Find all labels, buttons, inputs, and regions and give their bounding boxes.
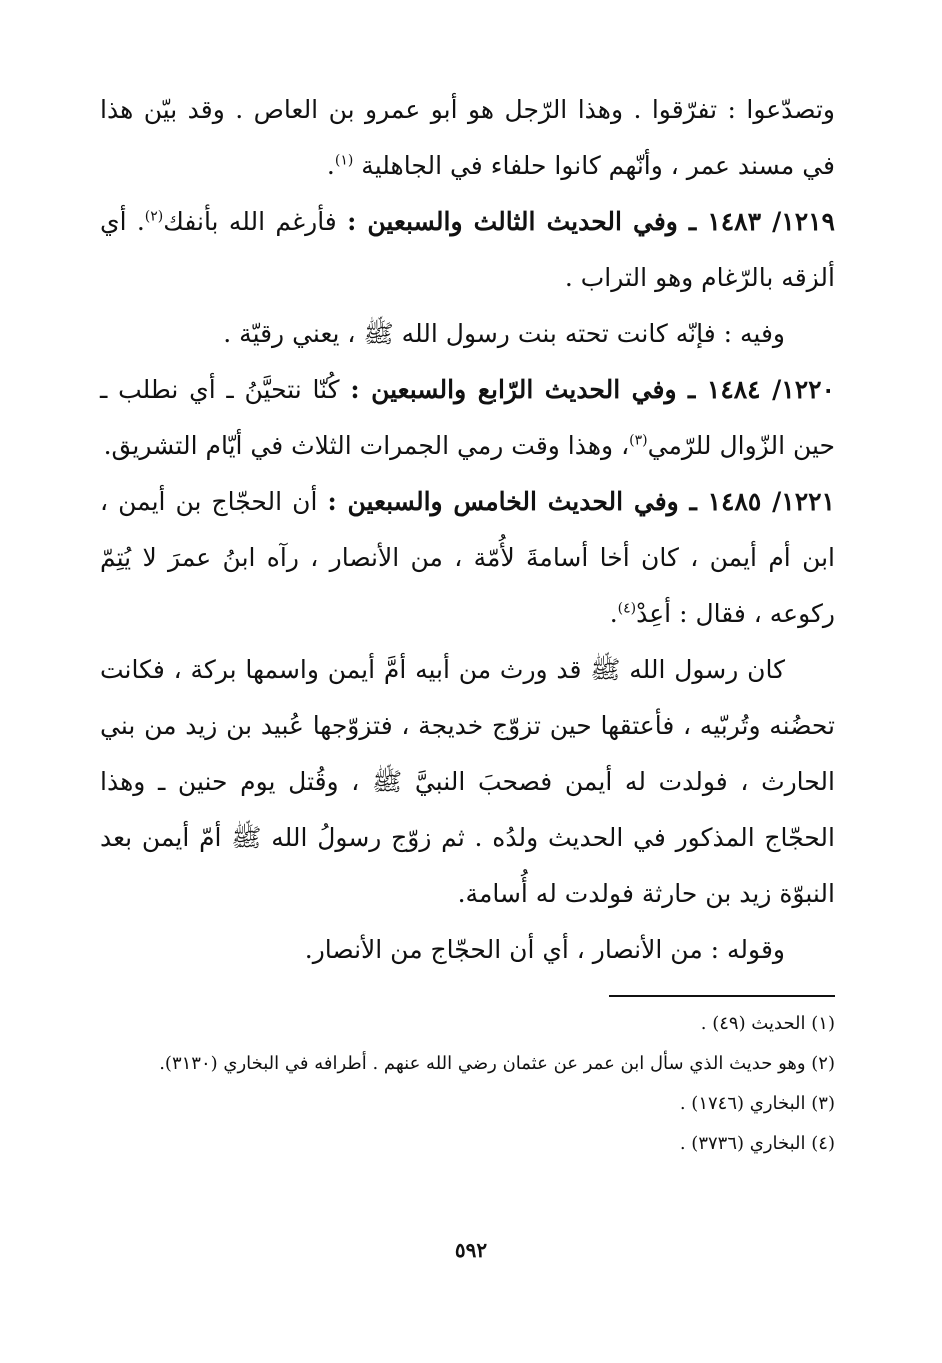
paragraph-1-text: وتصدّعوا : تفرّقوا . وهذا الرّجل هو أبو عمرو بن العاص . وقد بيّن هذا في مسند عمر ، وأنّهم كانوا حلفاء في الجاهلية: [100, 95, 835, 180]
paragraph-4-text-a: كُنّا نتحيَّنُ ـ أي نطلب ـ حين الزّوال للرّمي: [100, 375, 835, 460]
paragraph-5-text-a: أن الحجّاج بن أيمن ، ابن أم أيمن ، كان أخا أسامةَ لأُمّة ، من الأنصار ، رآه ابنُ عمرَ لا يُتِمّ ركوعه ، فقال : أعِدْ: [100, 487, 835, 628]
paragraph-5-text-b: .: [609, 599, 618, 628]
footnote-1: (١) الحديث (٤٩) .: [700, 1013, 835, 1034]
paragraph-7: [100, 922, 835, 978]
paragraph-4-text-b: ، وهذا وقت رمي الجمرات الثلاث في أيّام التشريق.: [103, 431, 630, 460]
paragraph-6: [100, 642, 835, 922]
paragraph-2-text-a: فأرغم الله بأنفك: [163, 207, 337, 236]
paragraph-1: [100, 82, 835, 194]
footnote-ref-4[interactable]: (٤): [617, 600, 637, 617]
paragraph-2-text-b: . أي ألزقه بالرّغام وهو التراب .: [100, 207, 835, 292]
footnote-4: (٤) البخاري (٣٧٣٦) .: [679, 1133, 835, 1154]
page-body: [100, 82, 835, 1282]
page-number: ٥٩٢: [454, 1238, 488, 1262]
paragraph-7-text: وقوله : من الأنصار ، أي أن الحجّاج من الأنصار.: [304, 935, 785, 964]
footnote-ref-2[interactable]: (٢): [144, 208, 164, 225]
footnote-3: (٣) البخاري (١٧٤٦) .: [679, 1093, 835, 1114]
footnote-divider: [609, 995, 835, 997]
hadith-heading-1219: ١٢١٩/ ١٤٨٣ ـ وفي الحديث الثالث والسبعين :: [347, 207, 835, 236]
paragraph-6-text: كان رسول الله ﷺ قد ورث من أبيه أمَّ أيمن واسمها بركة ، فكانت تحضُنه وتُربّيه ، فأعتقها حين تزوّج خديجة ، فتزوّجها عُبيد بن زيد من بني الحارث ، فولدت له أيمن فصحبَ النبيَّ ﷺ ، وقُتل يوم حنين ـ وهذا الحجّاج المذكور في الحديث ولدُه . ثم زوّج رسولُ الله ﷺ أمّ أيمن بعد النبوّة زيد بن حارثة فولدت له أُسامة.: [100, 655, 835, 908]
hadith-heading-1220: ١٢٢٠/ ١٤٨٤ ـ وفي الحديث الرّابع والسبعين :: [350, 375, 835, 404]
paragraph-3: [100, 306, 835, 362]
footnote-2: (٢) وهو حديث الذي سأل ابن عمر عن عثمان رضي الله عنهم . أطرافه في البخاري (٣١٣٠).: [159, 1053, 835, 1074]
hadith-heading-1221: ١٢٢١/ ١٤٨٥ ـ وفي الحديث الخامس والسبعين :: [327, 487, 835, 516]
paragraph-1-end: .: [326, 151, 335, 180]
paragraph-3-text: وفيه : فإنّه كانت تحته بنت رسول الله ﷺ ، يعني رقيّة .: [223, 319, 785, 348]
paragraph-5: [100, 474, 835, 642]
footnote-ref-1[interactable]: (١): [334, 152, 354, 169]
paragraph-2: [100, 194, 835, 306]
paragraph-4: [100, 362, 835, 474]
footnote-ref-3[interactable]: (٣): [629, 432, 648, 449]
footnotes-section: [100, 1007, 835, 1167]
